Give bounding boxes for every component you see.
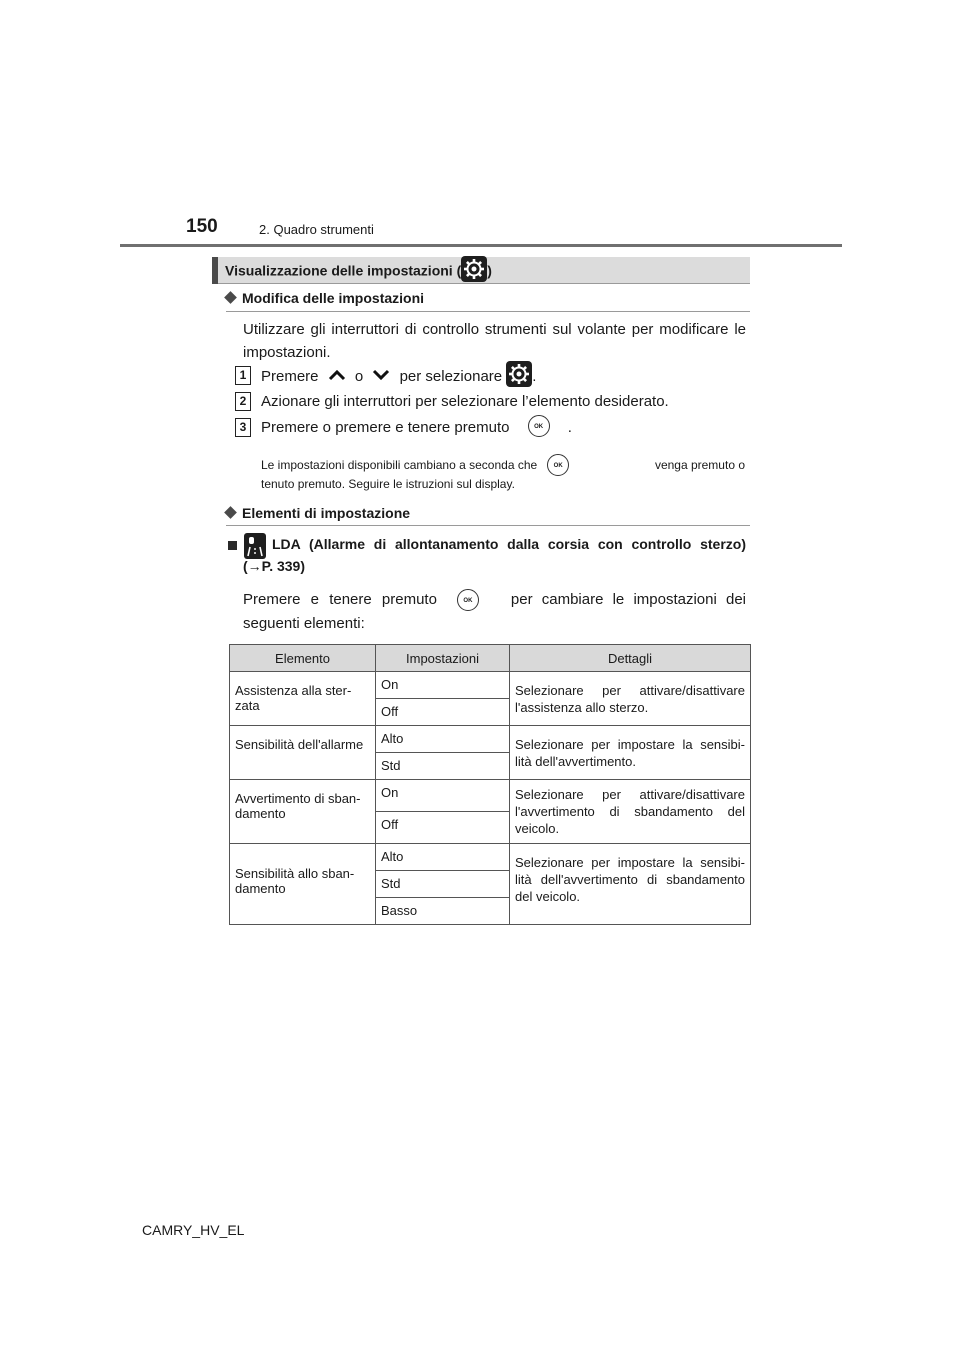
note-text-b: venga premuto o: [654, 458, 745, 472]
subheading-rule: [226, 311, 750, 312]
settings-table: [229, 644, 751, 925]
column-header-element: Elemento: [230, 645, 376, 672]
step-3-text-b: .: [567, 419, 572, 436]
step-1-text-b: o: [354, 367, 364, 385]
chapter-title: 2. Quadro strumenti: [259, 222, 374, 237]
step-1: [261, 367, 536, 387]
table-cell-setting: Std: [376, 871, 510, 898]
column-header-settings: Impostazioni: [376, 645, 510, 672]
table-cell-setting: Alto: [376, 726, 510, 753]
step-badge-1: 1: [235, 366, 251, 385]
step-badge-3: 3: [235, 418, 251, 437]
table-cell-element: Sensibilità allo sban-damento: [230, 844, 376, 925]
table-cell-setting: On: [376, 780, 510, 812]
table-row: [230, 844, 751, 871]
note-text-a: Le impostazioni disponibili cambiano a seconda che: [261, 458, 538, 472]
lda-icon: [244, 533, 266, 559]
table-cell-setting: On: [376, 672, 510, 699]
table-cell-setting: Std: [376, 753, 510, 780]
table-cell-element: Sensibilità dell'allarme: [230, 726, 376, 780]
press-text-b: per cambiare le impostazioni dei: [510, 591, 746, 608]
ok-button-icon: OK: [528, 415, 550, 437]
press-text-a: Premere e tenere premuto: [243, 591, 437, 608]
section-title: [225, 262, 492, 282]
table-cell-details: Selezionare per attivare/disattivare l'avvertimento di sbandamento del veicolo.: [510, 780, 751, 844]
note-line-2: tenuto premuto. Seguire le istruzioni sul display.: [261, 477, 515, 491]
step-2: Azionare gli interruttori per selezionare l’elemento desiderato.: [261, 393, 669, 410]
table-cell-setting: Off: [376, 699, 510, 726]
table-cell-details: Selezionare per impostare la sensibi-lità dell'avvertimento.: [510, 726, 751, 780]
step-badge-2: 2: [235, 392, 251, 411]
footer-model: CAMRY_HV_EL: [142, 1222, 245, 1238]
table-cell-element: Avvertimento di sban-damento: [230, 780, 376, 844]
subheading-modify: [226, 290, 424, 306]
column-header-details: Dettagli: [510, 645, 751, 672]
section-title-text: Visualizzazione delle impostazioni (: [225, 262, 462, 279]
table-cell-element: Assistenza alla ster-zata: [230, 672, 376, 726]
step-3: [261, 419, 572, 437]
subheading-modify-text: Modifica delle impostazioni: [242, 290, 425, 306]
chevron-down-icon: [370, 368, 392, 386]
diamond-bullet-icon: [224, 291, 237, 304]
chevron-up-icon: [326, 368, 348, 386]
table-cell-setting: Basso: [376, 898, 510, 925]
table-header-row: [230, 645, 751, 672]
press-line-2: seguenti elementi:: [243, 615, 365, 632]
section-accent: [212, 257, 218, 284]
subheading-elements-text: Elementi di impostazione: [242, 505, 411, 521]
ok-button-icon: OK: [457, 589, 479, 611]
intro-line-2: impostazioni.: [243, 344, 331, 361]
step-1-text-d: .: [532, 367, 537, 385]
header-rule: [120, 244, 842, 247]
lda-title-line-1: LDA (Allarme di allontanamento dalla corsia con controllo sterzo): [272, 536, 746, 552]
section-title-close: ): [487, 262, 492, 279]
press-line-1: [243, 588, 746, 611]
step-3-text-a: Premere o premere e tenere premuto: [261, 419, 510, 436]
step-1-text-c: per selezionare: [399, 367, 503, 385]
table-cell-setting: Alto: [376, 844, 510, 871]
ok-button-icon: OK: [547, 454, 569, 476]
subheading-rule: [226, 525, 750, 526]
section-bar: [212, 257, 750, 284]
intro-line-1: Utilizzare gli interruttori di controllo strumenti sul volante per modificare le: [243, 321, 746, 338]
table-cell-details: Selezionare per impostare la sensibi-lità dell'avvertimento di sbandamento del veicolo.: [510, 844, 751, 925]
square-bullet-icon: [228, 541, 237, 550]
table-cell-setting: Off: [376, 812, 510, 844]
lda-title-line-2: (→P. 339): [243, 558, 305, 574]
gear-icon: [461, 256, 487, 282]
note-line-1: [261, 454, 745, 476]
step-1-text-a: Premere: [261, 367, 319, 385]
gear-icon: [506, 361, 532, 387]
table-row: [230, 726, 751, 753]
subheading-elements: [226, 505, 410, 521]
table-row: [230, 672, 751, 699]
table-row: [230, 780, 751, 812]
page-number: 150: [186, 216, 218, 237]
table-cell-details: Selezionare per attivare/disattivare l'assistenza allo sterzo.: [510, 672, 751, 726]
diamond-bullet-icon: [224, 506, 237, 519]
